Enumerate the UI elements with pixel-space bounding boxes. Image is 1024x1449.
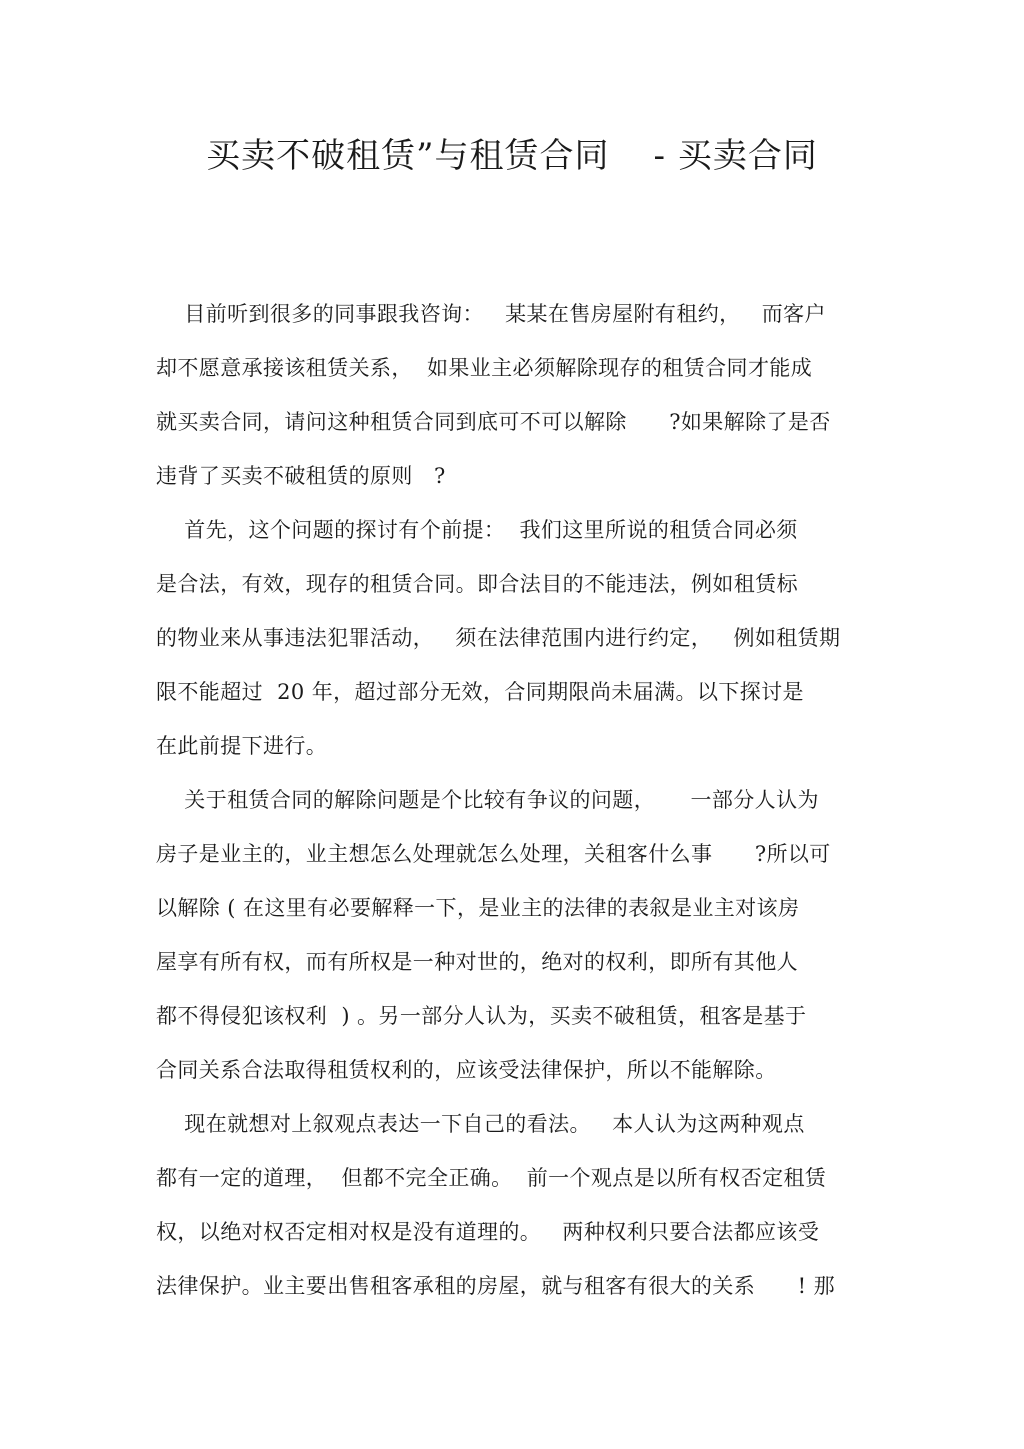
paragraph-1-line-4: 违背了买卖不破租赁的原则 ? — [156, 464, 446, 488]
title-main: 买卖不破租赁”与租赁合同 — [206, 136, 610, 176]
paragraph-2-line-4: 限不能超过 20 年，超过部分无效，合同期限尚未届满。以下探讨是 — [156, 680, 804, 704]
paragraph-4-line-3: 权，以绝对权否定相对权是没有道理的。 两种权利只要合法都应该受 — [156, 1220, 820, 1244]
paragraph-1-line-2: 却不愿意承接该租赁关系， 如果业主必须解除现存的租赁合同才能成 — [156, 356, 813, 380]
paragraph-3-line-6: 合同关系合法取得租赁权利的，应该受法律保护，所以不能解除。 — [156, 1058, 777, 1082]
paragraph-1-line-3: 就买卖合同，请问这种租赁合同到底可不可以解除 ?如果解除了是否 — [156, 410, 831, 434]
title-suffix: - 买卖合同 — [653, 136, 818, 176]
paragraph-3-line-1: 关于租赁合同的解除问题是个比较有争议的问题， 一部分人认为 — [156, 788, 819, 812]
paragraph-3-line-3: 以解除 ( 在这里有必要解释一下，是业主的法律的表叙是业主对该房 — [156, 896, 800, 920]
paragraph-2-line-3: 的物业来从事违法犯罪活动， 须在法律范围内进行约定， 例如租赁期 — [156, 626, 841, 650]
paragraph-4-line-1: 现在就想对上叙观点表达一下自己的看法。 本人认为这两种观点 — [156, 1112, 805, 1136]
paragraph-2-line-1: 首先，这个问题的探讨有个前提： 我们这里所说的租赁合同必须 — [156, 518, 798, 542]
paragraph-4-line-2: 都有一定的道理， 但都不完全正确。 前一个观点是以所有权否定租赁 — [156, 1166, 827, 1190]
paragraph-1-line-1: 目前听到很多的同事跟我咨询： 某某在售房屋附有租约， 而客户 — [156, 302, 826, 326]
document-title — [0, 128, 1024, 177]
paragraph-3-line-5: 都不得侵犯该权利 ) 。另一部分人认为，买卖不破租赁，租客是基于 — [156, 1004, 807, 1028]
paragraph-2-line-5: 在此前提下进行。 — [156, 734, 328, 758]
paragraph-3-line-4: 屋享有所有权，而有所权是一种对世的，绝对的权利，即所有其他人 — [156, 950, 798, 974]
paragraph-2-line-2: 是合法，有效，现存的租赁合同。即合法目的不能违法，例如租赁标 — [156, 572, 798, 596]
paragraph-4-line-4: 法律保护。业主要出售租客承租的房屋，就与租客有很大的关系 ! 那 — [156, 1274, 835, 1298]
paragraph-3-line-2: 房子是业主的，业主想怎么处理就怎么处理，关租客什么事 ?所以可 — [156, 842, 831, 866]
